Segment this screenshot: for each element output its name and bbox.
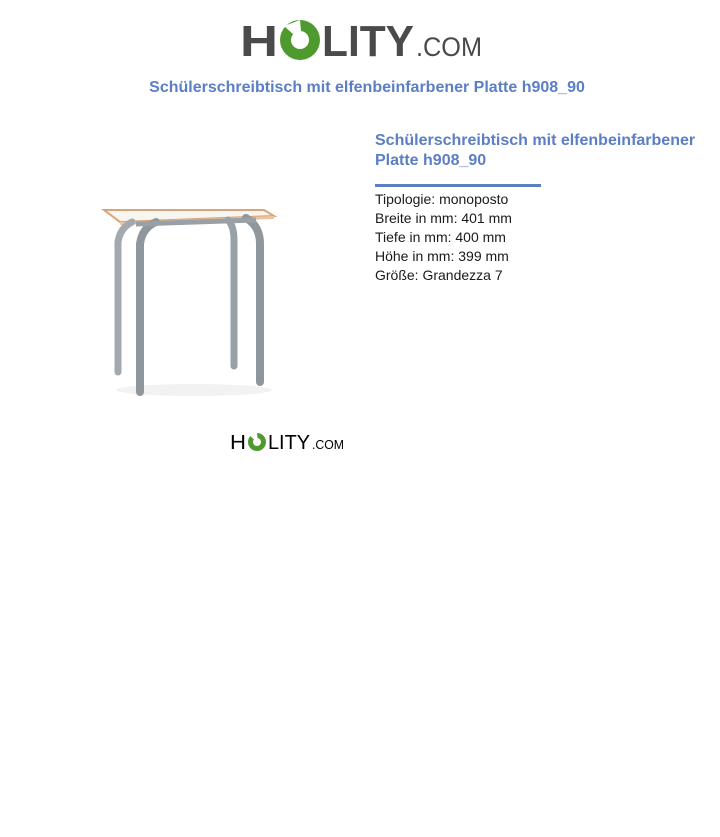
product-title: Schülerschreibtisch mit elfenbeinfarbener Platte h908_90: [375, 132, 696, 169]
spec-tipologie: Tipologie: monoposto: [375, 191, 509, 207]
title-divider: [375, 184, 541, 187]
svg-text:.COM: .COM: [312, 437, 344, 452]
spec-depth: Tiefe in mm: 400 mm: [375, 229, 506, 245]
site-logo[interactable]: [240, 12, 485, 64]
svg-text:LITY: LITY: [322, 17, 414, 64]
spec-height: Höhe in mm: 399 mm: [375, 248, 509, 264]
product-info: [375, 131, 715, 285]
page-title: Schülerschreibtisch mit elfenbeinfarbener Platte h908_90: [149, 79, 585, 96]
svg-text:LITY: LITY: [268, 432, 310, 454]
svg-text:H: H: [230, 432, 246, 454]
holity-logo-icon: [240, 12, 485, 64]
holity-watermark-icon: [230, 428, 346, 455]
svg-text:.COM: .COM: [416, 32, 482, 62]
school-desk-image: [96, 196, 292, 406]
spec-width: Breite in mm: 401 mm: [375, 210, 512, 226]
product-image[interactable]: [96, 196, 292, 406]
watermark-logo: [230, 428, 346, 455]
svg-text:H: H: [240, 17, 278, 64]
spec-size: Größe: Grandezza 7: [375, 267, 503, 283]
